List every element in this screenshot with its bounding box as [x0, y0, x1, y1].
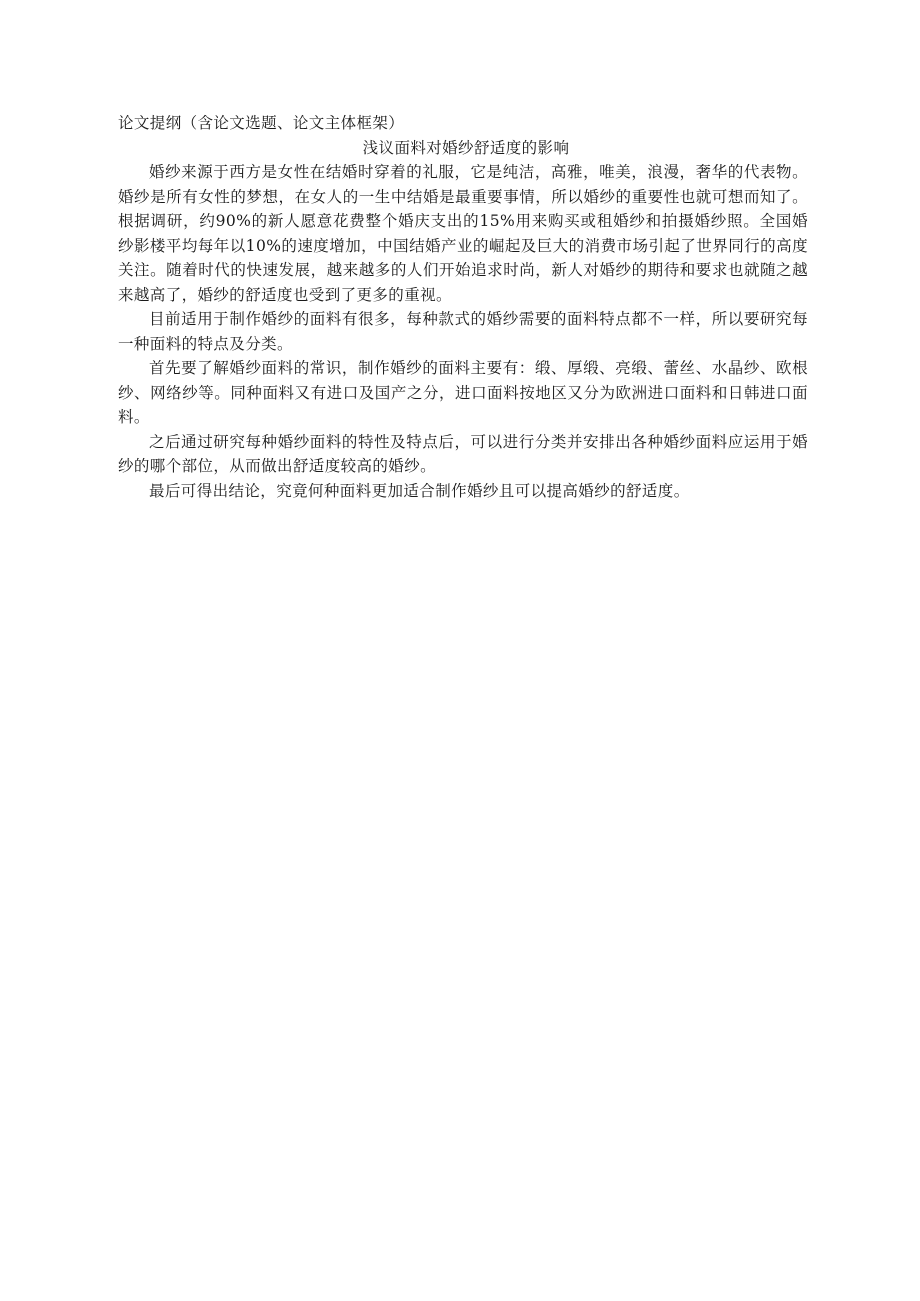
paragraph-fabric-types: 首先要了解婚纱面料的常识，制作婚纱的面料主要有：缎、厚缎、亮缎、蕾丝、水晶纱、欧根纱、网络纱等。同种面料又有进口及国产之分，进口面料按地区又分为欧洲进口面料和日韩进口面料。	[118, 359, 808, 426]
outline-heading: 论文提纲（含论文选题、论文主体框架）	[118, 114, 405, 132]
paragraph-conclusion: 最后可得出结论，究竟何种面料更加适合制作婚纱且可以提高婚纱的舒适度。	[149, 481, 690, 500]
document-page	[118, 111, 808, 503]
paragraph-introduction: 婚纱来源于西方是女性在结婚时穿着的礼服，它是纯洁，高雅，唯美，浪漫，奢华的代表物。婚纱是所有女性的梦想，在女人的一生中结婚是最重要事情，所以婚纱的重要性也就可想而知了。根据调研，约90%的新人愿意花费整个婚庆支出的15%用来购买或租婚纱和拍摄婚纱照。全国婚纱影楼平均每年以10%的速度增加，中国结婚产业的崛起及巨大的消费市场引起了世界同行的高度关注。随着时代的快速发展，越来越多的人们开始追求时尚，新人对婚纱的期待和要求也就随之越来越高了，婚纱的舒适度也受到了更多的重视。	[118, 163, 808, 304]
paper-title: 浅议面料对婚纱舒适度的影响	[362, 138, 570, 157]
paragraph-classification: 之后通过研究每种婚纱面料的特性及特点后，可以进行分类并安排出各种婚纱面料应运用于婚纱的哪个部位，从而做出舒适度较高的婚纱。	[118, 432, 808, 475]
paragraph-fabric-research: 目前适用于制作婚纱的面料有很多，每种款式的婚纱需要的面料特点都不一样，所以要研究每一种面料的特点及分类。	[118, 310, 808, 353]
